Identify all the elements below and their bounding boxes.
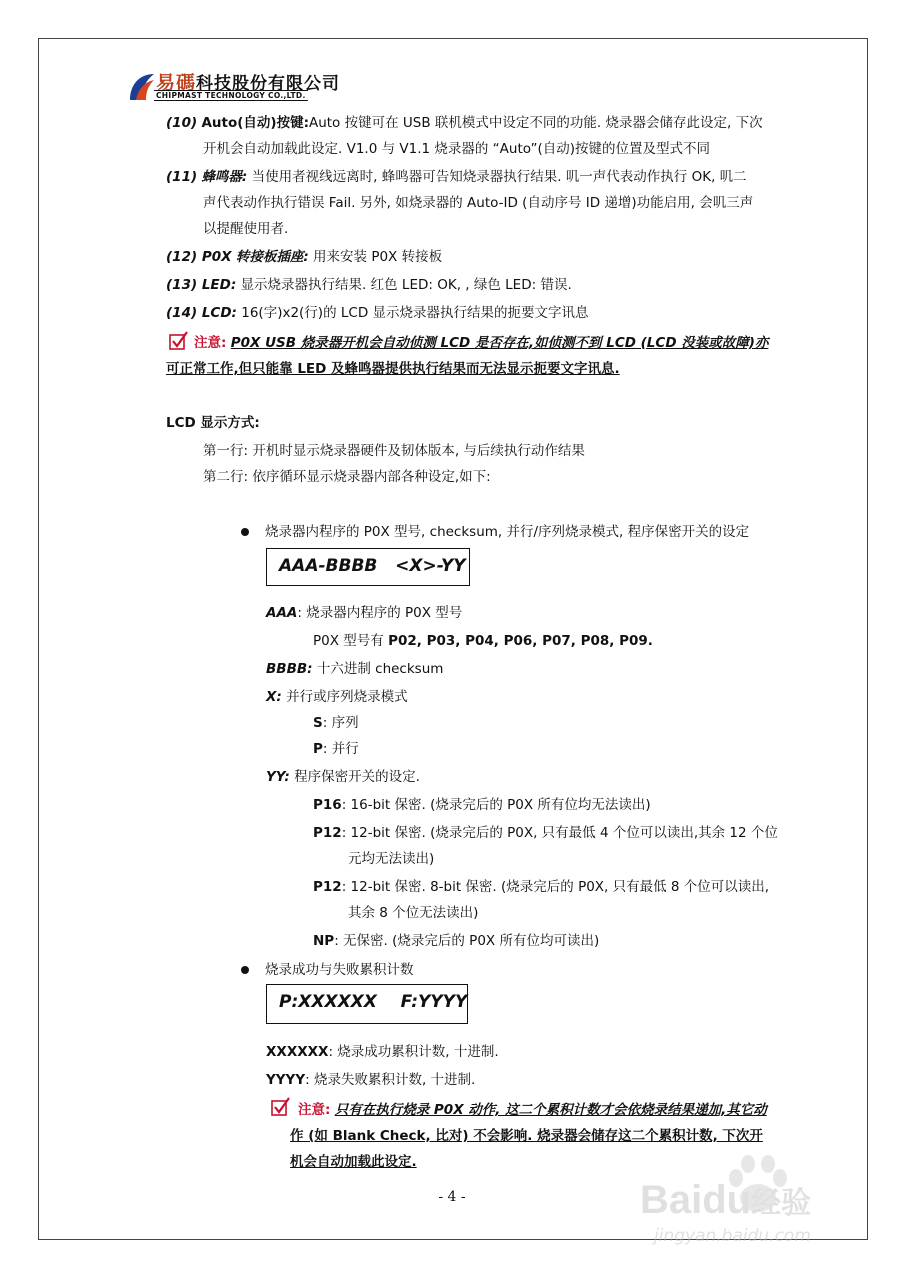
- logo-emblem-icon: [126, 70, 156, 104]
- bullet-1-text: 烧录器内程序的 P0X 型号, checksum, 并行/序列烧录模式, 程序保密开关的设定: [265, 524, 750, 540]
- s-desc: S: 序列: [313, 715, 359, 731]
- checkbox-check-icon: [169, 331, 189, 351]
- note-1-line1: 注意: P0X USB 烧录器开机会自动侦测 LCD 是否存在,如侦测不到 LCD (LCD 没装或故障)亦: [194, 335, 769, 351]
- logo-english-name: CHIPMAST TECHNOLOGY CO.,LTD.: [156, 91, 306, 100]
- lcd-format-box-1: AAA-BBBB <X>-YY: [266, 548, 470, 586]
- watermark-brand-2: du: [702, 1178, 752, 1222]
- item-14: (14) LCD: 16(字)x2(行)的 LCD 显示烧录器执行结果的扼要文字讯息: [166, 305, 589, 321]
- aaa-desc: AAA: 烧录器内程序的 P0X 型号: [266, 605, 463, 621]
- baidu-watermark: [640, 1150, 860, 1250]
- fail-count-desc: YYYY: 烧录失败累积计数, 十进制.: [266, 1072, 476, 1088]
- bullet-2-text: 烧录成功与失败累积计数: [265, 962, 414, 978]
- item-11-line3: 以提醒使用者.: [203, 221, 289, 237]
- checkbox-check-icon: [271, 1097, 291, 1117]
- item-11-line1: (11) 蜂鸣器: 当使用者视线远离时, 蜂鸣器可告知烧录器执行结果. 叽一声代表动作执行 OK, 叽二: [166, 169, 747, 185]
- company-logo: [126, 68, 341, 104]
- p12a-desc-line1: P12: 12-bit 保密. (烧录完后的 P0X, 只有最低 4 个位可以读出,其余 12 个位: [313, 825, 778, 841]
- yy-desc: YY: 程序保密开关的设定.: [266, 769, 420, 785]
- p12b-desc-line1: P12: 12-bit 保密. 8-bit 保密. (烧录完后的 P0X, 只有最低 8 个位可以读出,: [313, 879, 770, 895]
- note-2-line1: 注意: 只有在执行烧录 P0X 动作, 这二个累积计数才会依烧录结果递加,其它动: [298, 1102, 767, 1118]
- lcd-section-title: LCD 显示方式:: [166, 415, 260, 431]
- np-desc: NP: 无保密. (烧录完后的 P0X 所有位均可读出): [313, 933, 600, 949]
- note-1-line2: 可正常工作,但只能靠 LED 及蜂鸣器提供执行结果而无法显示扼要文字讯息.: [166, 361, 620, 377]
- bullet-icon: [241, 966, 249, 974]
- item-10-line1: (10) Auto(自动)按键:Auto 按键可在 USB 联机模式中设定不同的功能. 烧录器会储存此设定, 下次: [166, 115, 763, 131]
- item-10-line2: 开机会自动加载此设定. V1.0 与 V1.1 烧录器的 “Auto”(自动)按键的位置及型式不同: [203, 141, 711, 157]
- p-desc: P: 并行: [313, 741, 359, 757]
- aaa-models: P0X 型号有 P02, P03, P04, P06, P07, P08, P09.: [313, 633, 653, 649]
- page-number: - 4 -: [438, 1189, 466, 1205]
- lcd-row-1: 第一行: 开机时显示烧录器硬件及韧体版本, 与后续执行动作结果: [203, 443, 585, 459]
- note-2-line3: 机会自动加载此设定.: [290, 1154, 417, 1170]
- lcd-row-2: 第二行: 依序循环显示烧录器内部各种设定,如下:: [203, 469, 491, 485]
- success-count-desc: XXXXXX: 烧录成功累积计数, 十进制.: [266, 1044, 499, 1060]
- watermark-brand: Bai: [640, 1178, 703, 1222]
- item-13: (13) LED: 显示烧录器执行结果. 红色 LED: OK, , 绿色 LED: 错误.: [166, 277, 572, 293]
- watermark-brand-cn: 经验: [751, 1187, 812, 1220]
- item-11-line2: 声代表动作执行错误 Fail. 另外, 如烧录器的 Auto-ID (自动序号 ID 递增)功能启用, 会叽三声: [203, 195, 754, 211]
- p12b-desc-line2: 其余 8 个位无法读出): [348, 905, 479, 921]
- x-desc: X: 并行或序列烧录模式: [266, 689, 408, 705]
- item-12: (12) P0X 转接板插座: 用来安装 P0X 转接板: [166, 249, 443, 265]
- p12a-desc-line2: 元均无法读出): [348, 851, 435, 867]
- note-2-line2: 作 (如 Blank Check, 比对) 不会影响. 烧录器会储存这二个累积计数, 下次开: [290, 1128, 763, 1144]
- logo-chinese-name: 易碼科技股份有限公司: [156, 72, 341, 94]
- lcd-format-box-2: P:XXXXXX F:YYYY: [266, 984, 468, 1024]
- p16-desc: P16: 16-bit 保密. (烧录完后的 P0X 所有位均无法读出): [313, 797, 651, 813]
- bullet-icon: [241, 528, 249, 536]
- bbbb-desc: BBBB: 十六进制 checksum: [266, 661, 444, 677]
- watermark-url: jingyan.baidu.com: [654, 1226, 811, 1246]
